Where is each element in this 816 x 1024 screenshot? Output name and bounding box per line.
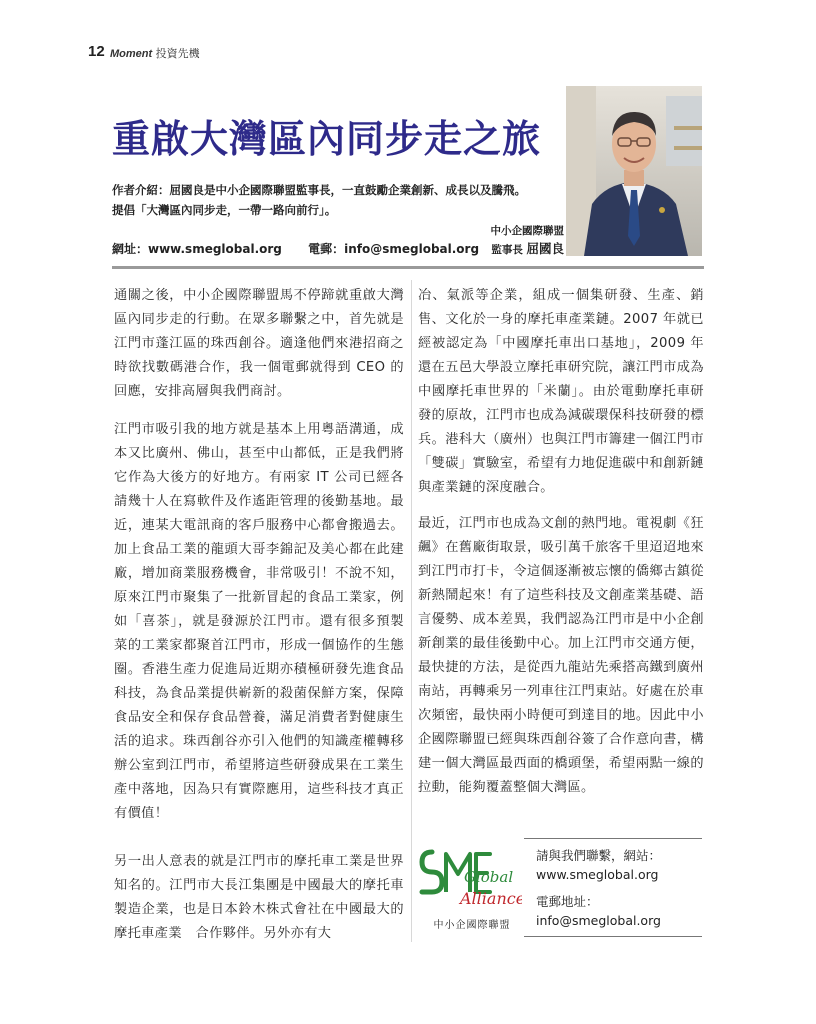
author-intro-line-2: 提倡「大灣區內同步走，一帶一路向前行」。 [112, 203, 337, 217]
body-paragraph: 冶、氣派等企業，組成一個集研發、生產、銷售、文化於一身的摩托車產業鏈。2007 年就已經被認定為「中國摩托車出口基地」，2009 年還在五邑大學設立摩托車研究院，讓江門市成為中國摩托車世界的「米蘭」。由於電動摩托車研發的原故，江門市也成為減碳環保科技研發的標兵。港科大（廣州）也與江門市籌建一個江門市「雙碳」實驗室，希望有力地促進碳中和創新鏈與產業鏈的深度融合。 [418, 288, 704, 495]
body-column-right [418, 284, 704, 500]
contact-email-link[interactable]: info@smeglobal.org [536, 913, 661, 928]
header-website: 網址：www.smeglobal.org [112, 242, 282, 256]
magazine-header [110, 45, 200, 61]
author-photo [566, 86, 702, 256]
contact-box-top-rule [524, 838, 702, 839]
author-intro [112, 180, 562, 220]
body-paragraph: 通關之後，中小企國際聯盟馬不停蹄就重啟大灣區內同步走的行動。在眾多聯繫之中，首先就是江門市蓬江區的珠西創谷。適逢他們來港招商之時欲找數碼港合作，我一個電郵就得到 CEO 的回應，安排高層與我們商討。 [114, 288, 404, 399]
header-email: 電郵：info@smeglobal.org [308, 242, 480, 256]
signature-role: 監事長 [491, 244, 523, 256]
logo-global-text: Global [464, 868, 514, 886]
body-paragraph: 最近，江門市也成為文創的熱門地。電視劇《狂飆》在舊廠街取景，吸引萬千旅客千里迢迢地來到江門市打卡，令這個逐漸被忘懷的僑鄉古鎮從新熱鬧起來！有了這些科技及文創產業基礎、語言優勢、成本差異，我們認為江門市是中小企創新創業的最佳後勤中心。加上江門市交通方便，最快捷的方法，是從西九龍站先乘搭高鐵到廣州南站，再轉乘另一列車往江門東站。好處在於車次頻密，最快兩小時便可到達目的地。因此中小企國際聯盟已經與珠西創谷簽了合作意向書，構建一個大灣區最西面的橋頭堡，希望兩點一線的拉動，能夠覆蓋整個大灣區。 [418, 516, 704, 795]
author-intro-line-1: 作者介紹：屈國良是中小企國際聯盟監事長，一直鼓勵企業創新、成長以及騰飛。 [112, 183, 526, 197]
body-paragraph: 江門市吸引我的地方就是基本上用粵語溝通，成本又比廣州、佛山，甚至中山都低，正是我們將它作為大後方的好地方。有兩家 IT 公司已經各請幾十人在寫軟件及作遙距管理的後勤基地。最近，連某大電訊商的客戶服務中心都會搬過去。加上食品工業的龍頭大哥李錦記及美心都在此建廠，增加商業服務機會，非常吸引！不說不知，原來江門市聚集了一批新冒起的食品工業家，例如「喜茶」，就是發源於江門市。還有很多預製菜的工業家都聚首江門市，形成一個協作的生態圈。香港生產力促進局近期亦積極研發先進食品科技，為食品業提供嶄新的殺菌保鮮方案，保障食品安全和保存食品營養，滿足消費者對健康生活的追求。珠西創谷亦引入他們的知識產權轉移辦公室到江門市，希望將這些研發成果在工業生產中落地，因為只有實際應用，這些科技才真正有價值！ [114, 422, 404, 821]
contact-box [536, 846, 706, 930]
logo-chinese-name: 中小企國際聯盟 [433, 920, 511, 931]
body-column-left [114, 418, 404, 826]
article-title: 重啟大灣區內同步走之旅 [112, 117, 542, 161]
contact-heading: 請與我們聯繫，網站： [536, 848, 662, 863]
author-portrait-image [566, 86, 702, 256]
header-contact-line [112, 240, 479, 257]
magazine-brand: Moment [110, 48, 153, 60]
logo-alliance-text: Alliance [460, 889, 522, 908]
body-column-left [114, 850, 404, 946]
signature-name: 屈國良 [526, 241, 564, 256]
column-divider [411, 280, 412, 942]
page-number: 12 [88, 43, 105, 60]
author-signature [478, 222, 564, 259]
body-paragraph: 另一出人意表的就是江門市的摩托車工業是世界知名的。江門市大長江集團是中國最大的摩托車製造企業，也是日本鈴木株式會社在中國最大的摩托車產業 合作夥伴。另外亦有大 [114, 854, 404, 941]
body-column-left [114, 284, 404, 404]
header-divider [112, 266, 704, 269]
contact-website-link[interactable]: www.smeglobal.org [536, 867, 659, 882]
signature-org: 中小企國際聯盟 [490, 225, 564, 237]
contact-box-bottom-rule [524, 936, 702, 937]
magazine-section: 投資先機 [155, 47, 200, 60]
email-heading: 電郵地址： [536, 894, 599, 909]
body-column-right [418, 512, 704, 800]
alliance-logo-mark [418, 842, 522, 920]
